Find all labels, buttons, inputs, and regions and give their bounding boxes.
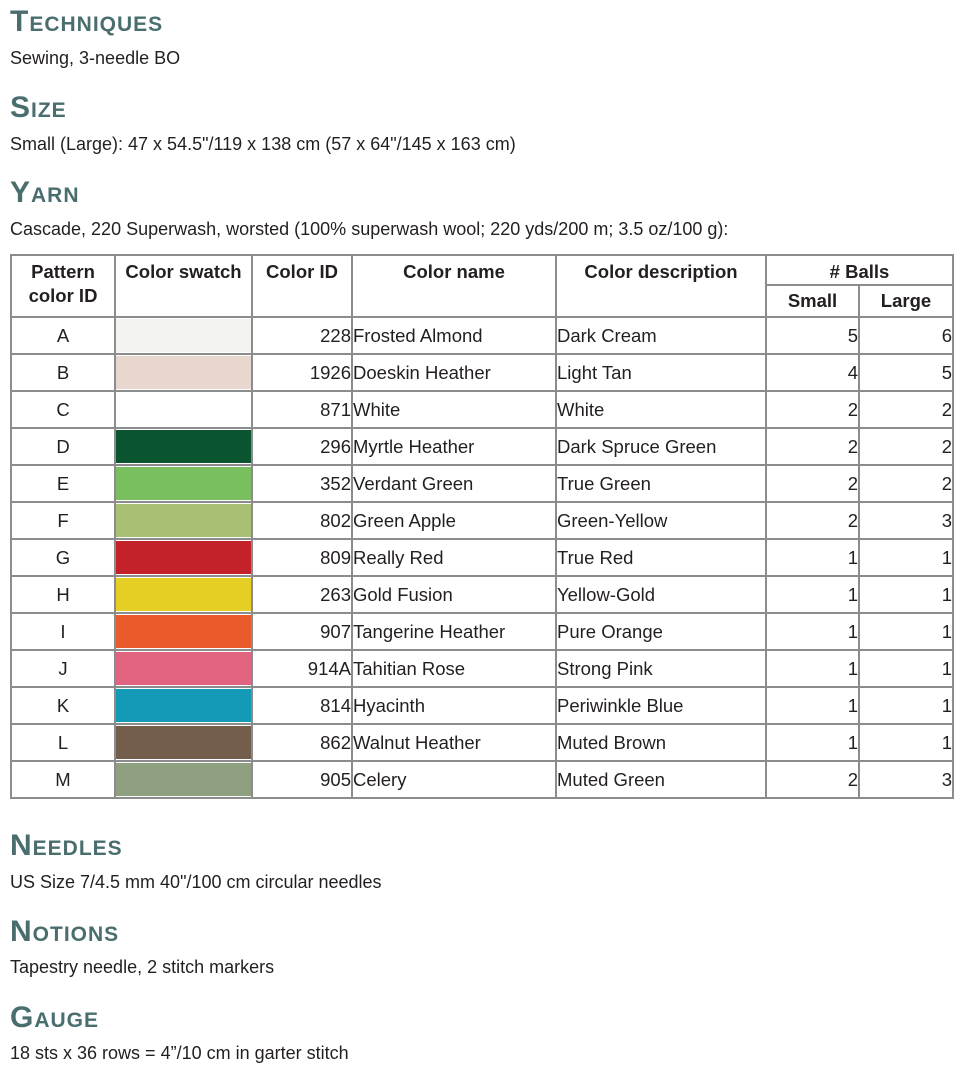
color-id-cell: 1926: [252, 354, 352, 391]
balls-small-cell: 2: [766, 465, 859, 502]
color-description-cell: Green-Yellow: [556, 502, 766, 539]
color-id-cell: 352: [252, 465, 352, 502]
pattern-color-id-cell: F: [11, 502, 115, 539]
color-swatch-cell: [115, 317, 252, 354]
table-row: [11, 428, 953, 465]
table-row: [11, 613, 953, 650]
table-row: [11, 502, 953, 539]
color-swatch-cell: [115, 761, 252, 798]
header-color-description: Color description: [556, 255, 766, 317]
color-description-cell: Strong Pink: [556, 650, 766, 687]
color-swatch: [116, 763, 251, 796]
color-swatch: [116, 319, 251, 352]
needles-text: US Size 7/4.5 mm 40"/100 cm circular needles: [10, 872, 382, 892]
yarn-color-table: [10, 254, 954, 799]
pattern-color-id-cell: E: [11, 465, 115, 502]
balls-large-cell: 1: [859, 724, 953, 761]
balls-small-cell: 1: [766, 576, 859, 613]
balls-large-cell: 1: [859, 539, 953, 576]
color-swatch-cell: [115, 650, 252, 687]
color-name-cell: Frosted Almond: [352, 317, 556, 354]
color-name-cell: Doeskin Heather: [352, 354, 556, 391]
color-id-cell: 263: [252, 576, 352, 613]
notions-text: Tapestry needle, 2 stitch markers: [10, 957, 275, 977]
color-swatch: [116, 467, 251, 500]
color-description-cell: Light Tan: [556, 354, 766, 391]
techniques-text: Sewing, 3-needle BO: [10, 48, 181, 68]
color-description-cell: True Green: [556, 465, 766, 502]
balls-large-cell: 3: [859, 502, 953, 539]
table-row: [11, 354, 953, 391]
color-description-cell: Dark Cream: [556, 317, 766, 354]
color-description-cell: Muted Brown: [556, 724, 766, 761]
header-balls: # Balls: [766, 255, 953, 285]
balls-large-cell: 2: [859, 391, 953, 428]
header-color-swatch: Color swatch: [115, 255, 252, 317]
color-swatch: [116, 615, 251, 648]
techniques-heading: Techniques: [10, 5, 164, 38]
color-swatch-cell: [115, 465, 252, 502]
color-id-cell: 905: [252, 761, 352, 798]
color-id-cell: 809: [252, 539, 352, 576]
color-swatch: [116, 652, 251, 685]
color-name-cell: Walnut Heather: [352, 724, 556, 761]
table-row: [11, 391, 953, 428]
balls-large-cell: 6: [859, 317, 953, 354]
color-swatch-cell: [115, 687, 252, 724]
color-name-cell: Tangerine Heather: [352, 613, 556, 650]
color-description-cell: Muted Green: [556, 761, 766, 798]
color-name-cell: Green Apple: [352, 502, 556, 539]
table-row: [11, 761, 953, 798]
color-swatch: [116, 689, 251, 722]
color-description-cell: Periwinkle Blue: [556, 687, 766, 724]
color-swatch: [116, 726, 251, 759]
color-description-cell: Pure Orange: [556, 613, 766, 650]
color-name-cell: White: [352, 391, 556, 428]
table-row: [11, 576, 953, 613]
color-swatch: [116, 578, 251, 611]
color-swatch: [116, 356, 251, 389]
color-description-cell: Yellow-Gold: [556, 576, 766, 613]
color-name-cell: Really Red: [352, 539, 556, 576]
color-id-cell: 296: [252, 428, 352, 465]
balls-large-cell: 2: [859, 465, 953, 502]
header-large: Large: [859, 285, 953, 317]
header-small: Small: [766, 285, 859, 317]
color-name-cell: Myrtle Heather: [352, 428, 556, 465]
table-row: [11, 539, 953, 576]
color-swatch-cell: [115, 539, 252, 576]
balls-large-cell: 3: [859, 761, 953, 798]
header-pattern-color-id: Pattern color ID: [11, 255, 115, 317]
table-row: [11, 687, 953, 724]
balls-large-cell: 1: [859, 613, 953, 650]
balls-large-cell: 2: [859, 428, 953, 465]
table-row: [11, 724, 953, 761]
size-text: Small (Large): 47 x 54.5"/119 x 138 cm (57 x 64"/145 x 163 cm): [10, 134, 516, 154]
balls-small-cell: 2: [766, 428, 859, 465]
color-swatch-cell: [115, 502, 252, 539]
color-id-cell: 907: [252, 613, 352, 650]
color-swatch: [116, 504, 251, 537]
pattern-color-id-cell: M: [11, 761, 115, 798]
color-id-cell: 228: [252, 317, 352, 354]
balls-small-cell: 4: [766, 354, 859, 391]
balls-small-cell: 1: [766, 724, 859, 761]
header-color-id: Color ID: [252, 255, 352, 317]
balls-large-cell: 1: [859, 687, 953, 724]
color-swatch-cell: [115, 428, 252, 465]
color-name-cell: Tahitian Rose: [352, 650, 556, 687]
pattern-color-id-cell: J: [11, 650, 115, 687]
header-color-name: Color name: [352, 255, 556, 317]
balls-small-cell: 1: [766, 687, 859, 724]
size-heading: Size: [10, 91, 67, 124]
color-swatch-cell: [115, 354, 252, 391]
balls-small-cell: 1: [766, 613, 859, 650]
pattern-color-id-cell: B: [11, 354, 115, 391]
notions-heading: Notions: [10, 915, 120, 948]
balls-large-cell: 1: [859, 650, 953, 687]
pattern-color-id-cell: K: [11, 687, 115, 724]
needles-heading: Needles: [10, 829, 123, 862]
table-row: [11, 465, 953, 502]
color-swatch: [116, 541, 251, 574]
gauge-heading: Gauge: [10, 1001, 100, 1034]
color-name-cell: Hyacinth: [352, 687, 556, 724]
pattern-color-id-cell: I: [11, 613, 115, 650]
color-id-cell: 914A: [252, 650, 352, 687]
color-swatch-cell: [115, 576, 252, 613]
color-description-cell: True Red: [556, 539, 766, 576]
color-swatch-cell: [115, 613, 252, 650]
gauge-text: 18 sts x 36 rows = 4”/10 cm in garter stitch: [10, 1043, 349, 1063]
pattern-color-id-cell: C: [11, 391, 115, 428]
pattern-color-id-cell: A: [11, 317, 115, 354]
color-name-cell: Verdant Green: [352, 465, 556, 502]
yarn-heading: Yarn: [10, 176, 80, 209]
balls-large-cell: 5: [859, 354, 953, 391]
color-id-cell: 871: [252, 391, 352, 428]
yarn-text: Cascade, 220 Superwash, worsted (100% superwash wool; 220 yds/200 m; 3.5 oz/100 g):: [10, 219, 729, 239]
balls-small-cell: 2: [766, 502, 859, 539]
color-swatch: [116, 430, 251, 463]
pattern-color-id-cell: L: [11, 724, 115, 761]
balls-small-cell: 1: [766, 650, 859, 687]
color-swatch: [116, 393, 251, 426]
balls-small-cell: 5: [766, 317, 859, 354]
table-row: [11, 650, 953, 687]
balls-small-cell: 2: [766, 391, 859, 428]
pattern-color-id-cell: G: [11, 539, 115, 576]
color-id-cell: 802: [252, 502, 352, 539]
balls-small-cell: 1: [766, 539, 859, 576]
balls-large-cell: 1: [859, 576, 953, 613]
color-id-cell: 862: [252, 724, 352, 761]
pattern-color-id-cell: H: [11, 576, 115, 613]
color-description-cell: Dark Spruce Green: [556, 428, 766, 465]
color-swatch-cell: [115, 391, 252, 428]
pattern-color-id-cell: D: [11, 428, 115, 465]
balls-small-cell: 2: [766, 761, 859, 798]
color-swatch-cell: [115, 724, 252, 761]
table-row: [11, 317, 953, 354]
color-id-cell: 814: [252, 687, 352, 724]
color-name-cell: Gold Fusion: [352, 576, 556, 613]
color-name-cell: Celery: [352, 761, 556, 798]
color-description-cell: White: [556, 391, 766, 428]
